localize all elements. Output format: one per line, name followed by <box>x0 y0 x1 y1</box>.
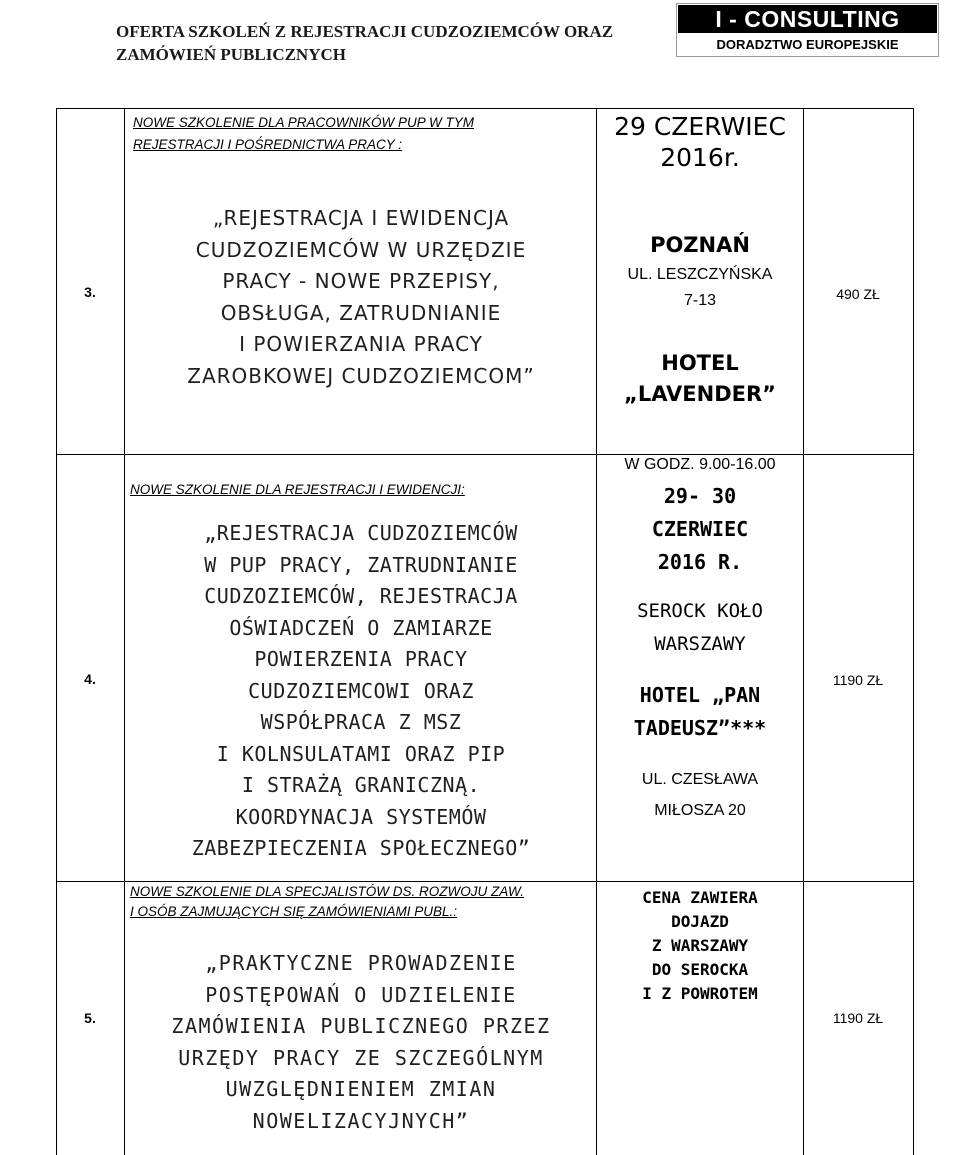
col-divider-3 <box>803 108 804 1155</box>
title-line-1: OFERTA SZKOLEŃ Z REJESTRACJI CUDZOZIEMCÓW ORAZ <box>116 22 614 41</box>
course-hours: W GODZ. 9.00-16.00 <box>624 456 776 473</box>
logo-tagline: DORADZTWO EUROPEJSKIE <box>716 37 899 52</box>
course-street: UL. CZESŁAWA MIŁOSZA 20 <box>641 771 759 819</box>
course-price: 1190 ZŁ <box>832 672 884 688</box>
course-title: „REJESTRACJA CUDZOZIEMCÓW W PUP PRACY, ZATRUDNIANIE CUDZOZIEMCÓW, REJESTRACJA OŚWIADCZEŃ O ZAMIARZE POWIERZENIA PRACY CUDZOZIEMCOWI ORAZ WSPÓŁPRACA Z MSZ I KOLNSULATAMI ORAZ PIP I STRAŻĄ GRANICZNĄ. KOORDYNACJA SYSTEMÓW ZABEZPIECZENIA SPOŁECZNEGO” <box>191 521 531 860</box>
row-number: 5. <box>84 1010 96 1026</box>
course-place: SEROCK KOŁO WARSZAWY <box>637 600 763 655</box>
document-title <box>116 20 646 66</box>
title-line-2: ZAMÓWIEŃ PUBLICZNYCH <box>116 45 346 64</box>
course-price: 1190 ZŁ <box>832 1010 884 1026</box>
row-number: 3. <box>84 284 96 300</box>
course-date: 29- 30 CZERWIEC 2016 R. <box>651 484 749 574</box>
logo-name: I - CONSULTING <box>678 5 937 33</box>
price-note: CENA ZAWIERA DOJAZD Z WARSZAWY DO SEROCKA I Z POWROTEM <box>642 888 758 1003</box>
row-audience: NOWE SZKOLENIE DLA PRACOWNIKÓW PUP W TYM REJESTRACJI I POŚREDNICTWA PRACY : <box>133 115 475 152</box>
course-street: UL. LESZCZYŃSKA 7-13 <box>627 266 773 309</box>
course-title: „PRAKTYCZNE PROWADZENIE POSTĘPOWAŃ O UDZIELENIE ZAMÓWIENIA PUBLICZNEGO PRZEZ URZĘDY PRACY ZE SZCZEGÓLNYM UWZGLĘDNIENIEM ZMIAN NOWELIZACYJNYCH” <box>171 951 551 1133</box>
training-offer-table <box>56 108 914 1155</box>
course-city: POZNAŃ <box>650 233 750 257</box>
col-divider-1 <box>124 108 125 1155</box>
course-date: 29 CZERWIEC 2016r. <box>614 112 786 172</box>
company-logo <box>676 3 939 57</box>
course-hotel: HOTEL „LAVENDER” <box>624 351 776 406</box>
table-border-left <box>56 108 57 1155</box>
course-title: „REJESTRACJA I EWIDENCJA CUDZOZIEMCÓW W URZĘDZIE PRACY - NOWE PRZEPISY, OBSŁUGA, ZATRUDNIANIE I POWIERZANIA PRACY ZAROBKOWEJ CUDZOZIEMCOM” <box>187 206 535 388</box>
table-border-top <box>56 108 914 109</box>
course-price: 490 ZŁ <box>836 286 880 302</box>
row-audience: NOWE SZKOLENIE DLA SPECJALISTÓW DS. ROZWOJU ZAW. I OSÓB ZAJMUJĄCYCH SIĘ ZAMÓWIENIAMI PUBL.: <box>130 884 525 919</box>
table-border-right <box>913 108 914 1155</box>
row-audience: NOWE SZKOLENIE DLA REJESTRACJI I EWIDENCJI: <box>130 482 465 497</box>
row-number: 4. <box>84 671 96 687</box>
course-hotel: HOTEL „PAN TADEUSZ”*** <box>633 683 767 740</box>
